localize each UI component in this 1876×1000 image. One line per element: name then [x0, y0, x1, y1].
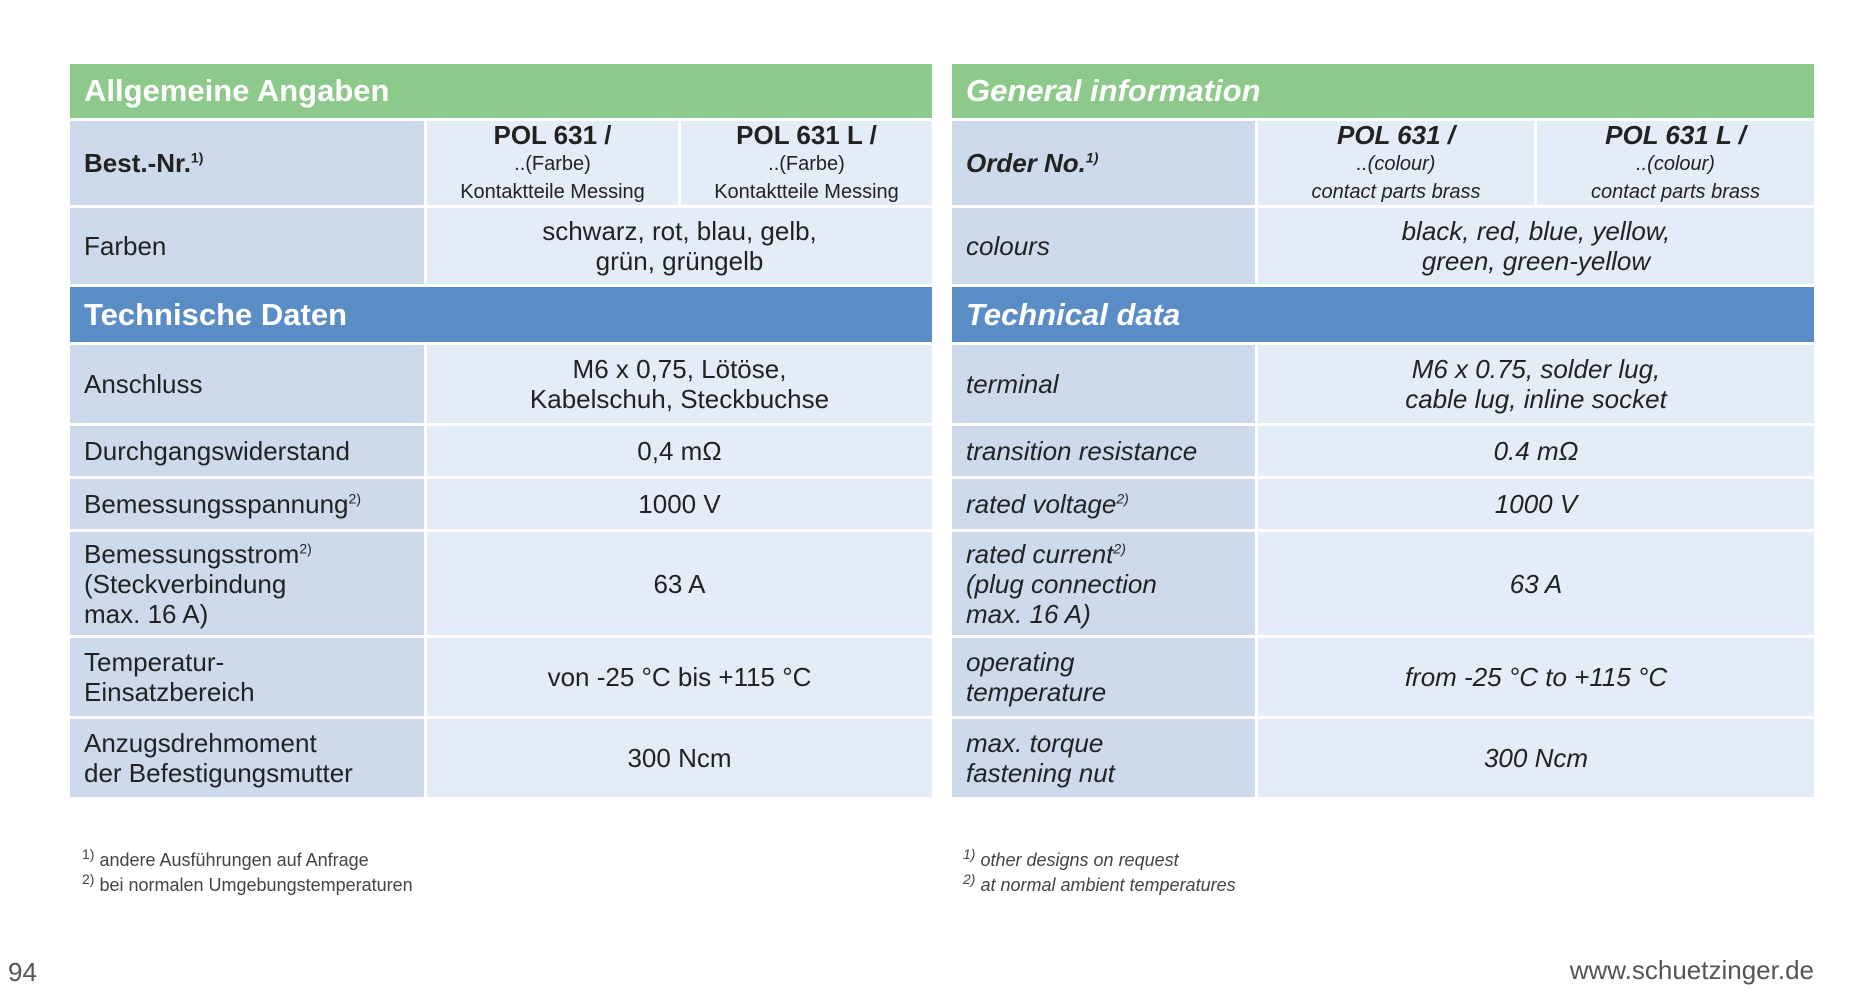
torque-row — [952, 719, 1814, 797]
footnote-2: $^{2)}$ at normal ambient temperatures — [963, 871, 1236, 895]
footnote-marker: 2) — [348, 490, 361, 507]
technical-data-header: Technische Daten — [70, 287, 932, 342]
order-number-row — [952, 121, 1814, 205]
terminal-row — [952, 345, 1814, 423]
voltage-value: 1000 V — [427, 479, 932, 529]
technical-data-header: Technical data — [952, 287, 1814, 342]
order-material: contact parts brass — [1311, 181, 1481, 203]
voltage-label: Bemessungsspannung$^{2)}$ — [70, 479, 424, 529]
footnote-2: $^{2)}$ bei normalen Umgebungstemperaturen — [82, 871, 413, 895]
torque-row — [70, 719, 932, 797]
order-number-row — [70, 121, 932, 205]
order-code: POL 631 / — [493, 120, 612, 150]
footnote-marker: 1) — [190, 149, 204, 166]
page-number: 94 — [8, 957, 37, 987]
voltage-row — [70, 479, 932, 529]
order-colour-hint: ..(Farbe) — [768, 153, 845, 175]
colours-label: colours — [952, 208, 1255, 284]
order-code: POL 631 / — [1336, 120, 1456, 150]
temperature-label: operating temperature — [952, 638, 1255, 716]
colours-row — [70, 208, 932, 284]
english-footnotes — [963, 848, 1236, 898]
terminal-value: M6 x 0.75, solder lug, cable lug, inline socket — [1258, 345, 1814, 423]
footnote-marker: 2) — [1116, 490, 1129, 507]
resistance-value: 0,4 mΩ — [427, 426, 932, 476]
colours-label: Farben — [70, 208, 424, 284]
order-number-label — [70, 121, 424, 205]
order-colour-hint: ..(colour) — [1636, 153, 1715, 175]
colours-value: black, red, blue, yellow, green, green-yellow — [1258, 208, 1814, 284]
temperature-row — [952, 638, 1814, 716]
order-code: POL 631 L / — [736, 120, 877, 150]
order-material: Kontaktteile Messing — [714, 181, 899, 203]
footnote-marker: 1) — [1085, 149, 1099, 166]
resistance-label: Durchgangswiderstand — [70, 426, 424, 476]
order-material: Kontaktteile Messing — [460, 181, 645, 203]
terminal-value: M6 x 0,75, Lötöse, Kabelschuh, Steckbuchse — [427, 345, 932, 423]
resistance-row — [952, 426, 1814, 476]
terminal-label: terminal — [952, 345, 1255, 423]
temperature-row — [70, 638, 932, 716]
voltage-value: 1000 V — [1258, 479, 1814, 529]
order-colour-hint: ..(colour) — [1356, 153, 1436, 175]
temperature-value: von -25 °C bis +115 °C — [427, 638, 932, 716]
english-spec-table — [952, 64, 1814, 800]
current-value: 63 A — [427, 532, 932, 635]
resistance-value: 0.4 mΩ — [1258, 426, 1814, 476]
footnote-1: $^{1)}$ andere Ausführungen auf Anfrage — [82, 846, 369, 870]
resistance-label: transition resistance — [952, 426, 1255, 476]
order-colour-hint: ..(Farbe) — [514, 153, 591, 175]
order-column-pol631 — [1258, 121, 1534, 205]
current-row — [70, 532, 932, 635]
temperature-value: from -25 °C to +115 °C — [1258, 638, 1814, 716]
torque-label: Anzugsdrehmoment der Befestigungsmutter — [70, 719, 424, 797]
order-column-pol631 — [427, 121, 678, 205]
order-number-label-text: Order No. — [966, 148, 1086, 178]
current-label: rated current$^{2)}$ (plug connection max. 16 A) — [952, 532, 1255, 635]
order-material: contact parts brass — [1591, 181, 1760, 203]
footnote-1: $^{1)}$ other designs on request — [963, 846, 1179, 870]
order-number-label-text: Best.-Nr. — [84, 148, 191, 178]
resistance-row — [70, 426, 932, 476]
german-spec-table — [70, 64, 932, 800]
order-code: POL 631 L / — [1605, 120, 1746, 150]
footnote-marker: 2) — [1113, 539, 1126, 556]
terminal-label: Anschluss — [70, 345, 424, 423]
voltage-row — [952, 479, 1814, 529]
voltage-label: rated voltage$^{2)}$ — [952, 479, 1255, 529]
order-column-pol631l — [681, 121, 932, 205]
general-info-header: General information — [952, 64, 1814, 118]
colours-value: schwarz, rot, blau, gelb, grün, grüngelb — [427, 208, 932, 284]
current-label: Bemessungsstrom$^{2)}$ (Steckverbindung max. 16 A) — [70, 532, 424, 635]
website-link[interactable]: www.schuetzinger.de — [1569, 955, 1814, 985]
german-footnotes — [82, 848, 413, 898]
torque-value: 300 Ncm — [427, 719, 932, 797]
temperature-label: Temperatur- Einsatzbereich — [70, 638, 424, 716]
order-column-pol631l — [1537, 121, 1814, 205]
colours-row — [952, 208, 1814, 284]
current-row — [952, 532, 1814, 635]
order-number-label — [952, 121, 1255, 205]
current-value: 63 A — [1258, 532, 1814, 635]
torque-value: 300 Ncm — [1258, 719, 1814, 797]
footnote-marker: 2) — [299, 539, 312, 556]
general-info-header: Allgemeine Angaben — [70, 64, 932, 118]
torque-label: max. torque fastening nut — [952, 719, 1255, 797]
terminal-row — [70, 345, 932, 423]
